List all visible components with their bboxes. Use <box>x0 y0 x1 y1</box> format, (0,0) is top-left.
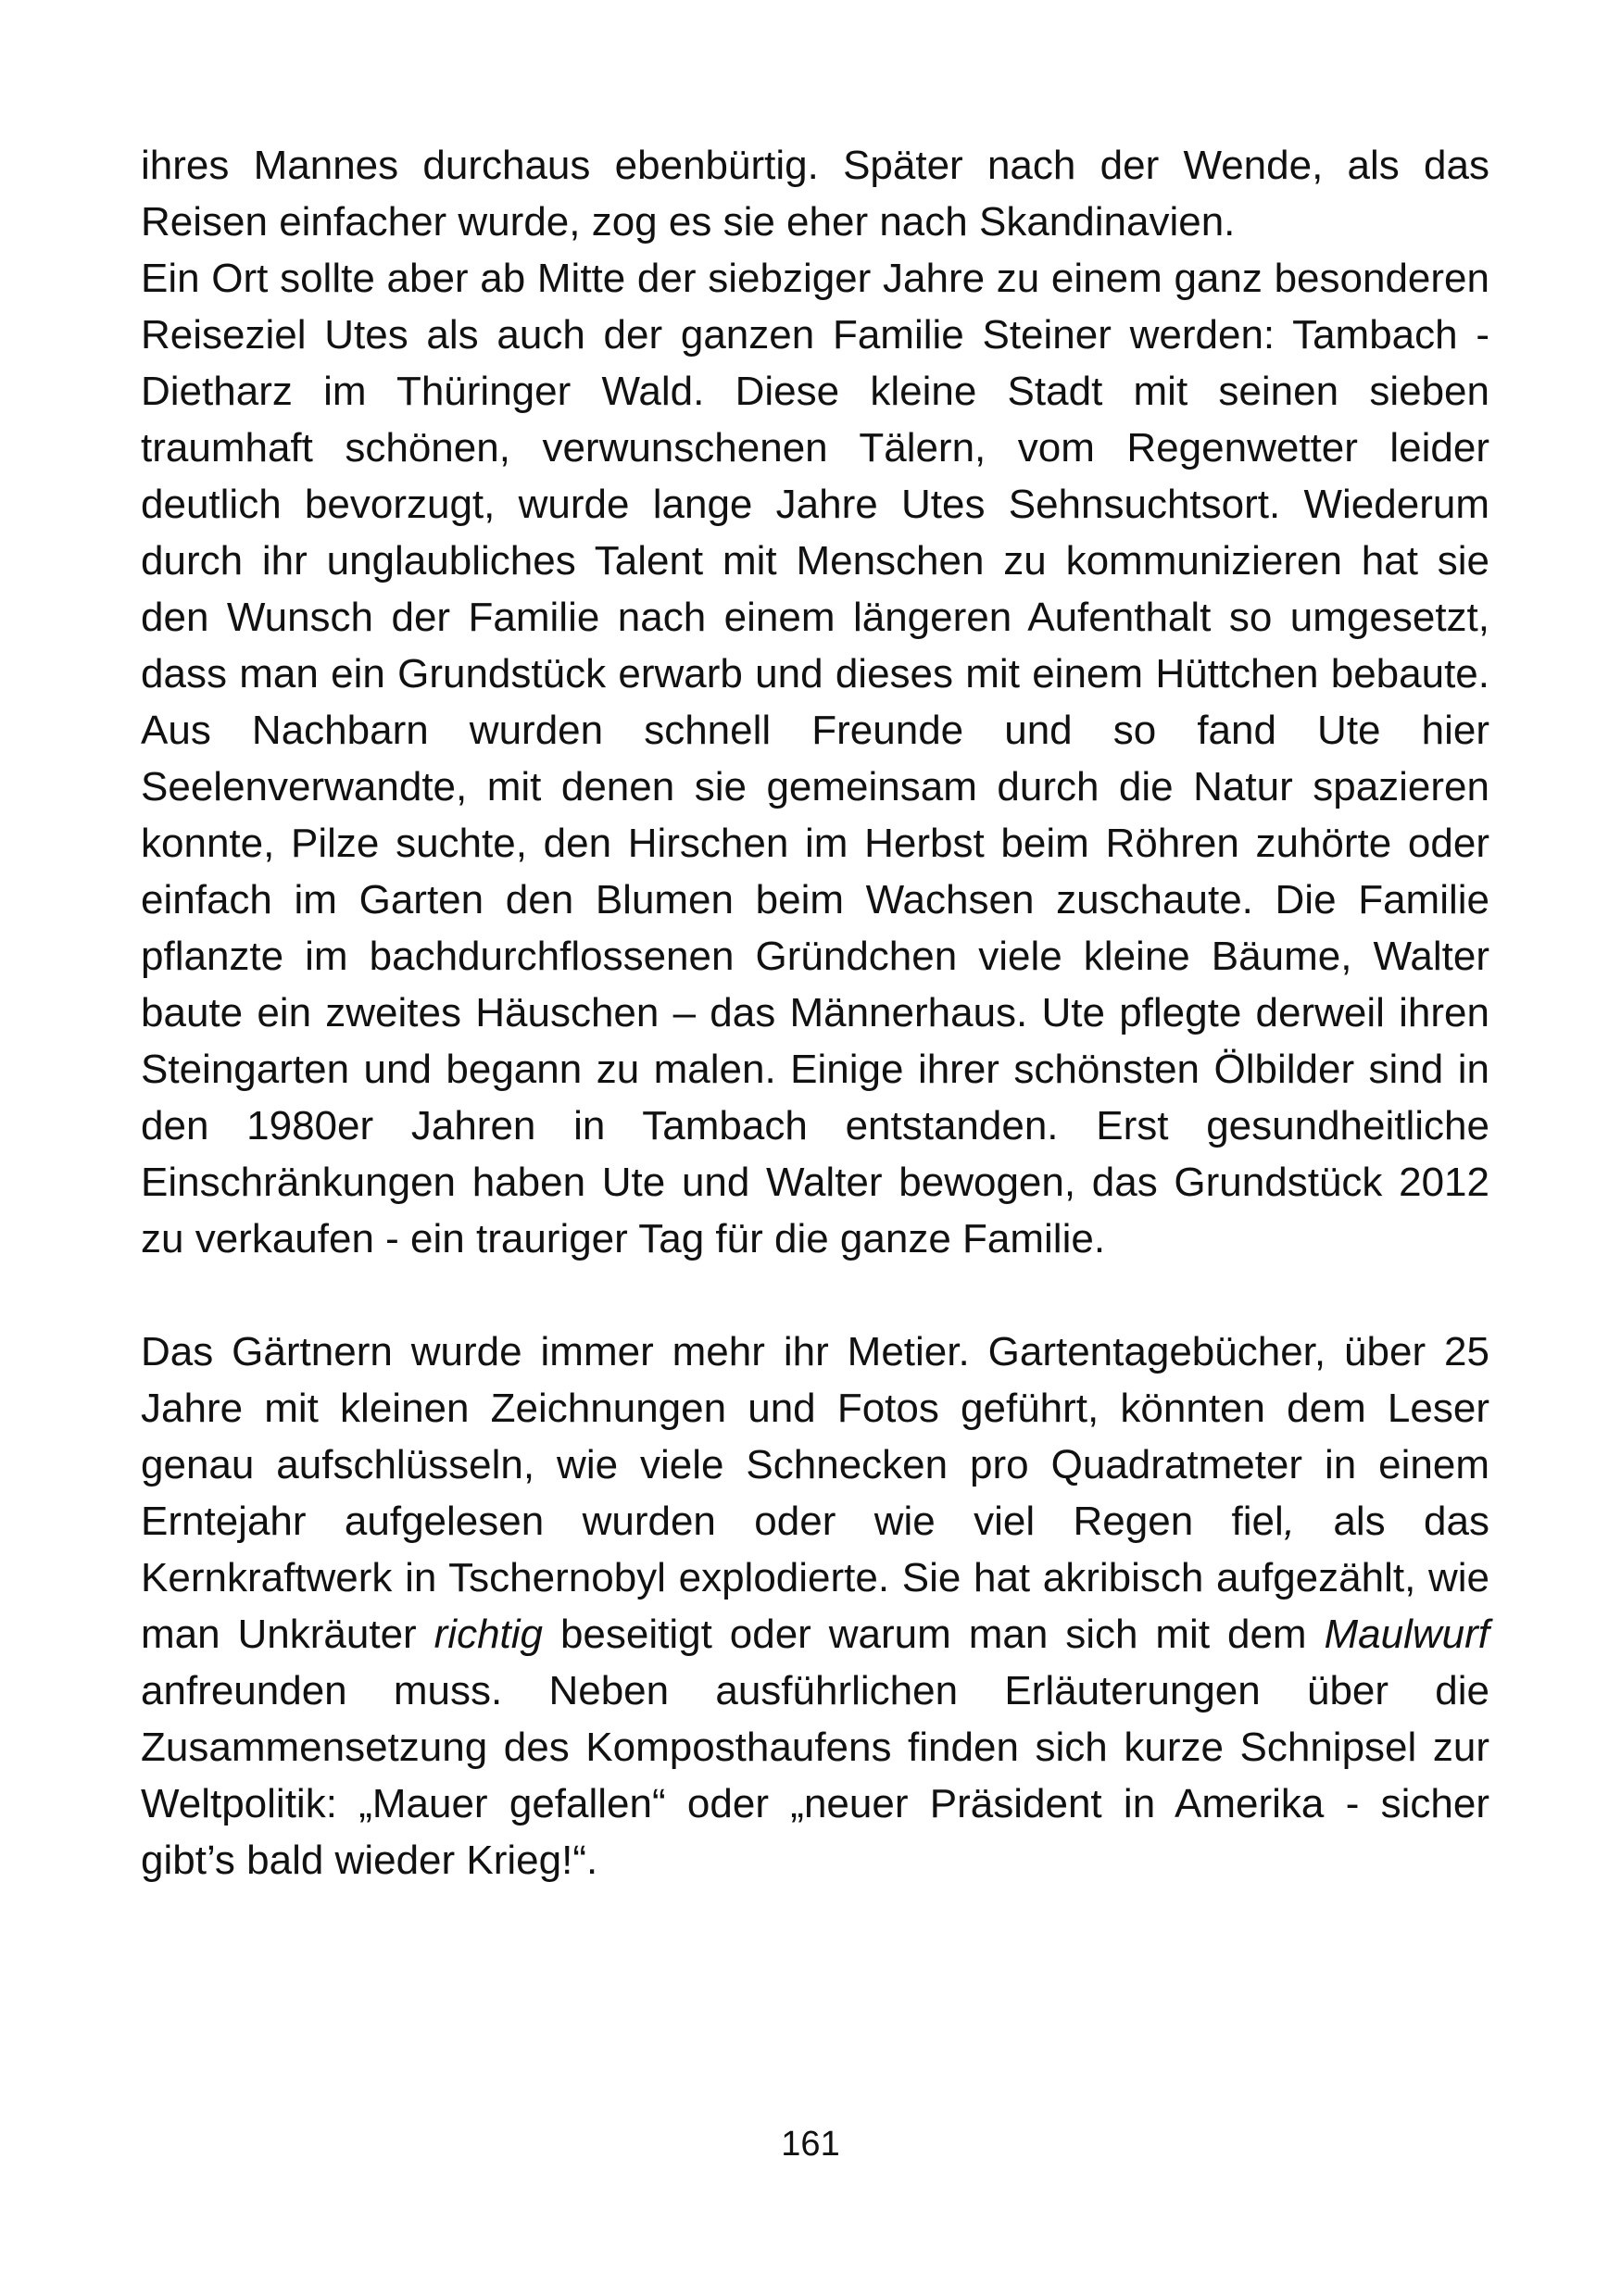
body-text <box>141 137 1489 1888</box>
paragraph-spacer <box>141 1267 1489 1324</box>
paragraph-1 <box>141 137 1489 250</box>
paragraph-1-text: ihres Mannes durchaus ebenbürtig. Später nach der Wende, als das Reisen einfacher wurde, zog es sie eher nach Skandinavien. <box>141 143 1489 245</box>
paragraph-3-italic-maulwurf: Maulwurf <box>1324 1612 1489 1657</box>
paragraph-2 <box>141 250 1489 1267</box>
paragraph-3-italic-comma: , <box>1283 1499 1296 1544</box>
paragraph-3-text-3: beseitigt oder warum man sich mit dem <box>543 1612 1325 1657</box>
paragraph-2-text: Ein Ort sollte aber ab Mitte der siebziger Jahre zu einem ganz besonderen Reiseziel Utes als auch der ganzen Familie Steiner werden: Tambach - Dietharz im Thüringer Wald. Diese kleine Stadt mit seinen sieben traumhaft schönen, verwunschenen Tälern, vom Regenwetter leider deutlich bevorzugt, wurde lange Jahre Utes Sehnsuchtsort. Wiederum durch ihr unglaubliches Talent mit Menschen zu kommunizieren hat sie den Wunsch der Familie nach einem längeren Aufenthalt so umgesetzt, dass man ein Grundstück erwarb und dieses mit einem Hüttchen bebaute. Aus Nachbarn wurden schnell Freunde und so fand Ute hier Seelenverwandte, mit denen sie gemeinsam durch die Natur spazieren konnte, Pilze suchte, den Hirschen im Herbst beim Röhren zuhörte oder einfach im Garten den Blumen beim Wachsen zuschaute. Die Familie pflanzte im bachdurchflossenen Gründchen viele kleine Bäume, Walter baute ein zweites Häuschen – das Männerhaus. Ute pflegte derweil ihren Steingarten und begann zu malen. Einige ihrer schönsten Ölbilder sind in den 1980er Jahren in Tambach entstanden. Erst gesundheitliche Einschränkungen haben Ute und Walter bewogen, das Grundstück 2012 zu verkaufen - ein trauriger Tag für die ganze Familie. <box>141 256 1489 1261</box>
paragraph-3-text-1: Das Gärtnern wurde immer mehr ihr Metier. Gartentagebücher, über 25 Jahre mit kleinen Zeichnungen und Fotos geführt, könnten dem Leser genau aufschlüsseln, wie viele Schnecken pro Quadratmeter in einem Erntejahr aufgelesen wurden oder wie viel Regen fiel <box>141 1329 1489 1544</box>
paragraph-3-text-2: als das Kernkraftwerk in Tschernobyl explodierte. Sie hat akribisch aufgezählt, wie man Unkräuter <box>141 1499 1489 1657</box>
paragraph-3 <box>141 1324 1489 1888</box>
paragraph-3-italic-richtig: richtig <box>434 1612 544 1657</box>
paragraph-3-text-4: anfreunden muss. Neben ausführlichen Erläuterungen über die Zusammensetzung des Komposthaufens finden sich kurze Schnipsel zur Weltpolitik: „Mauer gefallen“ oder „neuer Präsident in Amerika - sicher gibt’s bald wieder Krieg!“. <box>141 1668 1489 1883</box>
page-number: 161 <box>781 2125 840 2164</box>
